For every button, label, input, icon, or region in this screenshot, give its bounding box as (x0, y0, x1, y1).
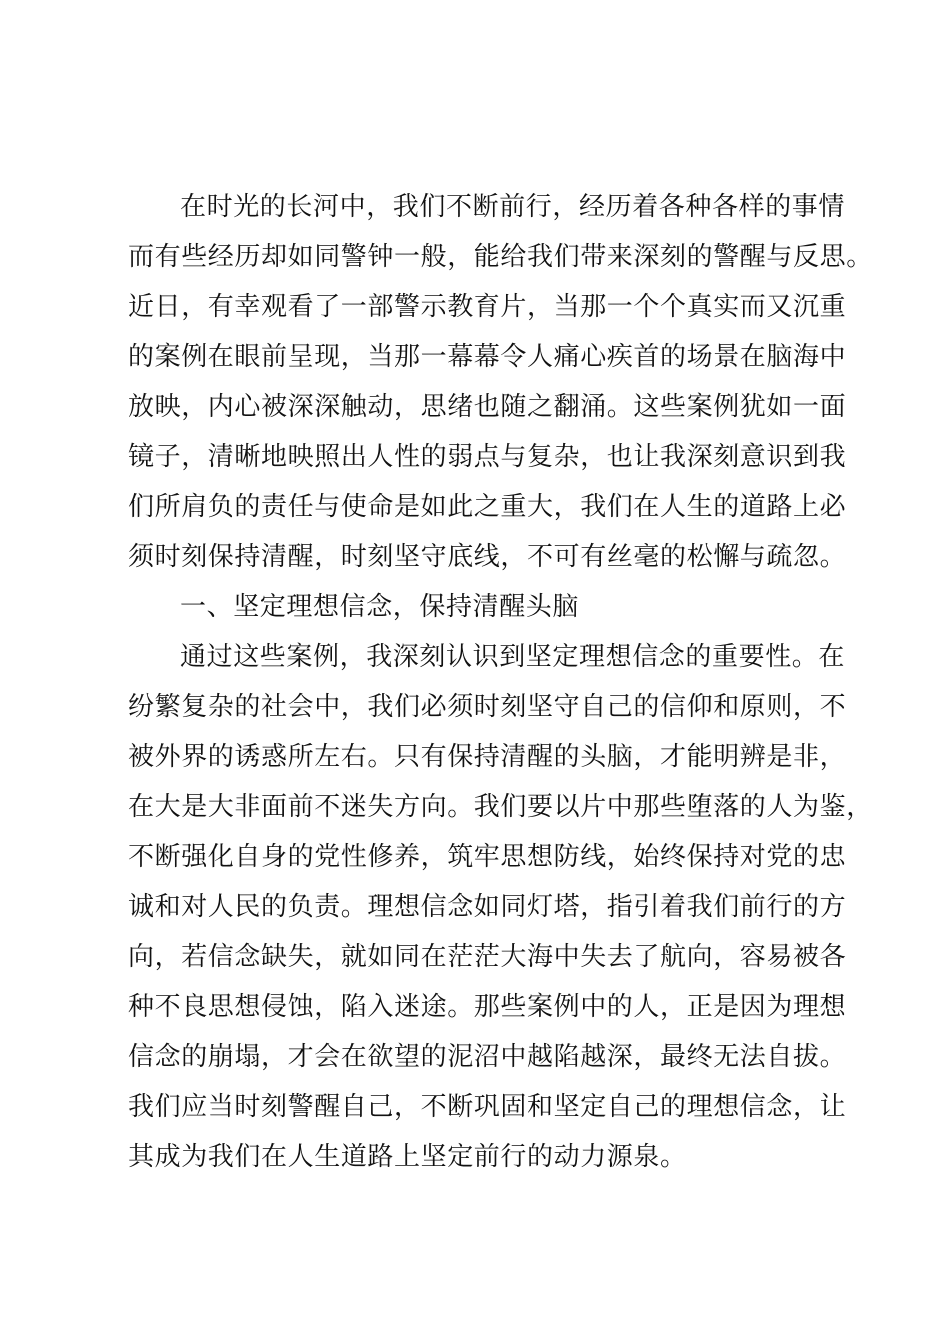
paragraph-1-line-1: 在时光的长河中，我们不断前行，经历着各种各样的事情 (180, 192, 846, 222)
paragraph-1-line-2: 而有些经历却如同警钟一般，能给我们带来深刻的警醒与反思。 (128, 242, 873, 272)
paragraph-2-line-4: 在大是大非面前不迷失方向。我们要以片中那些堕落的人为鉴， (128, 792, 873, 822)
paragraph-2-line-7: 向，若信念缺失，就如同在茫茫大海中失去了航向，容易被各 (128, 942, 847, 972)
paragraph-1-line-8: 须时刻保持清醒，时刻坚守底线，不可有丝毫的松懈与疏忽。 (128, 542, 847, 572)
paragraph-2-line-5: 不断强化自身的党性修养，筑牢思想防线，始终保持对党的忠 (128, 842, 847, 872)
paragraph-1-line-3: 近日，有幸观看了一部警示教育片，当那一个个真实而又沉重 (128, 292, 847, 322)
paragraph-1-line-5: 放映，内心被深深触动，思绪也随之翻涌。这些案例犹如一面 (128, 392, 847, 422)
section-heading: 一、坚定理想信念，保持清醒头脑 (180, 592, 580, 622)
paragraph-1-line-7: 们所肩负的责任与使命是如此之重大，我们在人生的道路上必 (128, 492, 847, 522)
document-body (128, 182, 873, 1182)
paragraph-2-line-3: 被外界的诱惑所左右。只有保持清醒的头脑，才能明辨是非， (128, 742, 847, 772)
paragraph-1-line-6: 镜子，清晰地映照出人性的弱点与复杂，也让我深刻意识到我 (128, 442, 847, 472)
paragraph-2-line-11: 其成为我们在人生道路上坚定前行的动力源泉。 (128, 1142, 687, 1172)
paragraph-2-line-2: 纷繁复杂的社会中，我们必须时刻坚守自己的信仰和原则，不 (128, 692, 847, 722)
paragraph-2-line-1: 通过这些案例，我深刻认识到坚定理想信念的重要性。在 (180, 642, 846, 672)
paragraph-2-line-8: 种不良思想侵蚀，陷入迷途。那些案例中的人，正是因为理想 (128, 992, 847, 1022)
paragraph-2-line-9: 信念的崩塌，才会在欲望的泥沼中越陷越深，最终无法自拔。 (128, 1042, 847, 1072)
paragraph-2-line-10: 我们应当时刻警醒自己，不断巩固和坚定自己的理想信念，让 (128, 1092, 847, 1122)
paragraph-1-line-4: 的案例在眼前呈现，当那一幕幕令人痛心疾首的场景在脑海中 (128, 342, 847, 372)
paragraph-2-line-6: 诚和对人民的负责。理想信念如同灯塔，指引着我们前行的方 (128, 892, 847, 922)
